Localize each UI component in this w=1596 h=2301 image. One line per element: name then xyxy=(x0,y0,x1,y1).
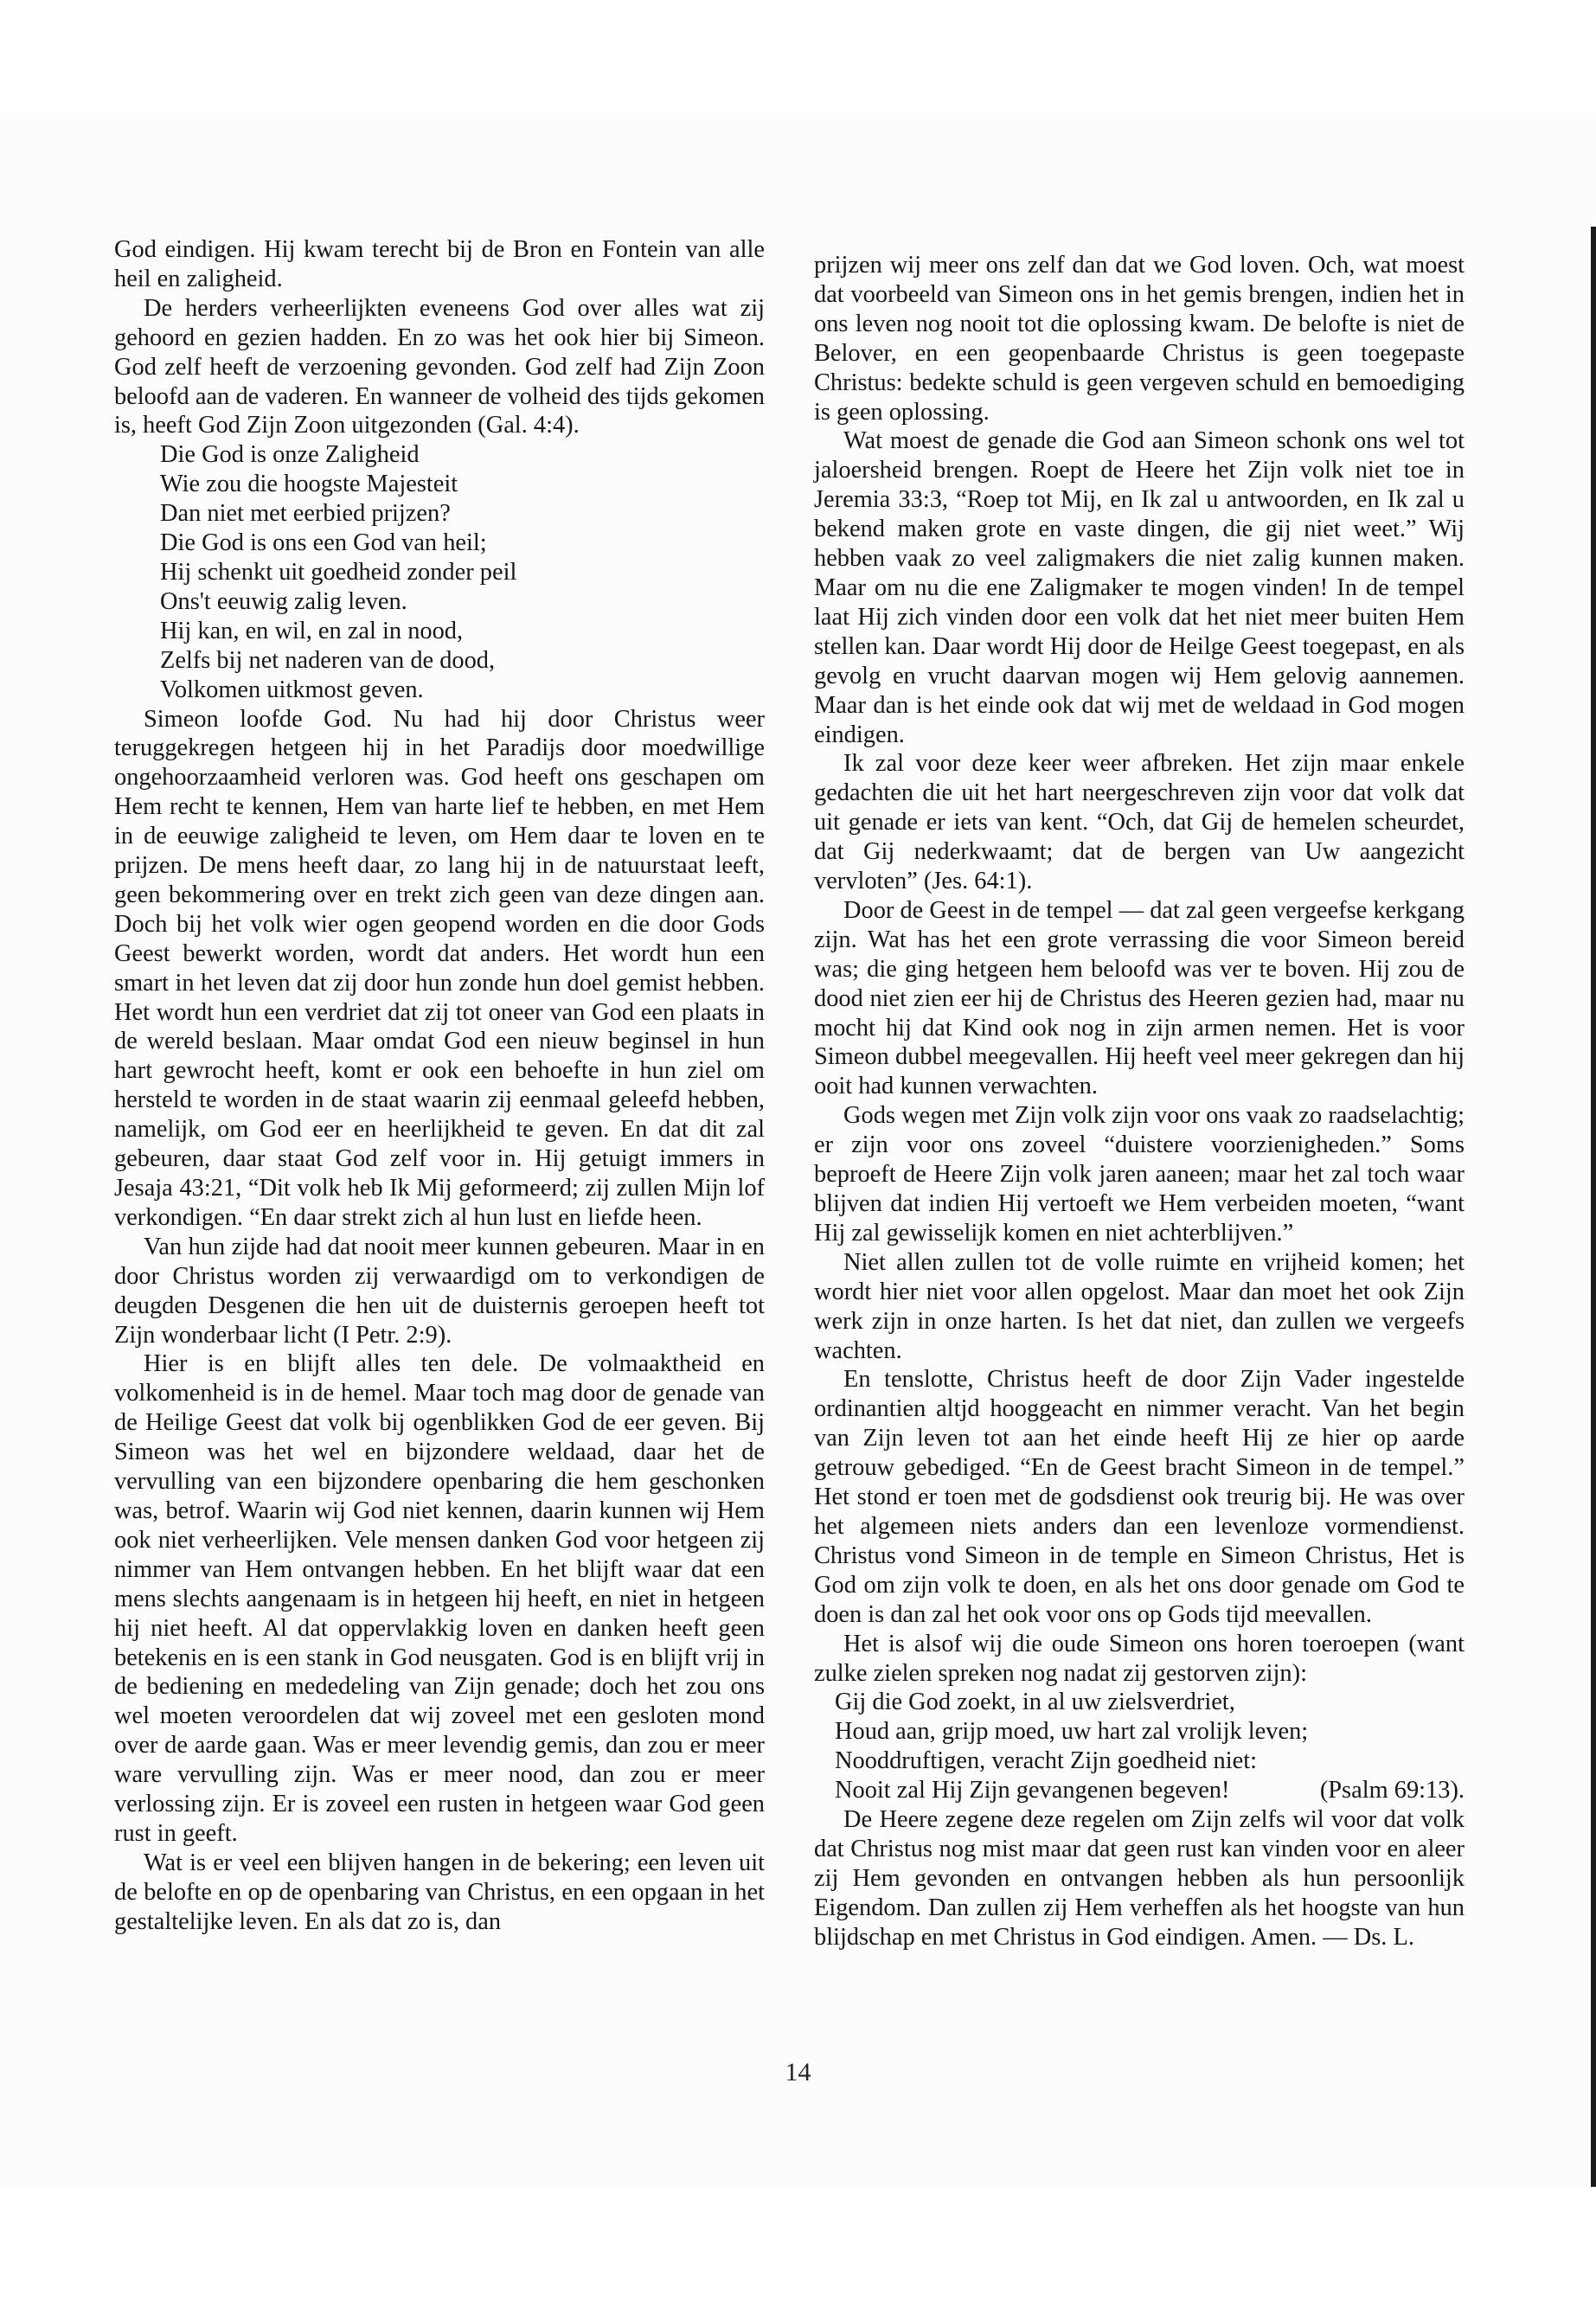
poem-line: Hij schenkt uit goedheid zonder peil xyxy=(160,558,517,586)
scan-edge xyxy=(1591,227,1596,2300)
poem-line: Nooddruftigen, veracht Zijn goedheid niet: xyxy=(835,1747,1258,1775)
paragraph: Hier is en blijft alles ten dele. De volmaaktheid en volkomenheid is in de hemel. Maar toch mag door de genade van de Heilige Geest dat volk bij ogenblikken God de eer geven. Bij Simeon was het wel en bijzondere weldaad, daar het de vervulling van een bijzondere openbaring die hem geschonken was, betrof. Waarin wij God niet kennen, daarin kunnen wij Hem ook niet verheerlijken. Vele mensen danken God voor hetgeen zij nimmer van Hem ontvangen hebben. En het blijft waar dat een mens slechts aangenaam is in hetgeen hij heeft, en niet in hetgeen hij niet heeft. Al dat oppervlakkig loven en danken heeft geen betekenis en is een stank in God neusgaten. God is en blijft vrij in de bediening en mededeling van Zijn genade; doch het zou ons wel moeten veroordelen dat wij zoveel met een gesloten mond over de aarde gaan. Was er meer levendig gemis, dan zou er meer ware vervulling zijn. Was er meer nood, dan zou er meer verlossing zijn. Er is zoveel een rusten in hetgeen waar God geen rust in geeft. xyxy=(114,1350,765,1847)
poem-line: Wie zou die hoogste Majesteit xyxy=(160,471,458,498)
poem-line: Volkomen uitkmost geven. xyxy=(160,676,424,703)
page-number: 14 xyxy=(785,2058,811,2086)
paragraph: Ik zal voor deze keer weer afbreken. Het zijn maar enkele gedachten die uit het hart neergeschreven zijn voor dat volk dat uit genade er iets van kent. “Och, dat Gij de hemelen scheurdet, dat Gij nederkwaamt; dat de bergen van Uw aangezicht vervloten” (Jes. 64:1). xyxy=(814,750,1465,895)
paragraph: En tenslotte, Christus heeft de door Zijn Vader ingestelde ordinantien altjd hooggeacht en nimmer veracht. Van het begin van Zijn leven tot aan het einde heeft Hij ze hier op aarde getrouw gebediged. “En de Geest bracht Simeon in de tempel.” Het stond er toen met de godsdienst ook treurig bij. He was over het algemeen niets anders dan een levenloze vormendienst. Christus vond Simeon in de temple en Simeon Christus, Het is God om zijn volk te doen, en als het ons door genade om God te doen is dan zal het ook voor ons op Gods tijd meevallen. xyxy=(814,1366,1465,1628)
scan-top-margin xyxy=(0,0,1596,113)
paragraph: Van hun zijde had dat nooit meer kunnen gebeuren. Maar in en door Christus worden zij verwaardigd om to verkondigen de deugden Desgenen die hen uit de duisternis geroepen heeft tot Zijn wonderbaar licht (I Petr. 2:9). xyxy=(114,1233,765,1349)
psalm-reference: (Psalm 69:13). xyxy=(1319,1777,1465,1804)
paragraph: Wat is er veel een blijven hangen in de bekering; een leven uit de belofte en op de openbaring van Christus, en een opgaan in het gestaltelijke leven. En als dat zo is, dan xyxy=(114,1849,765,1935)
paragraph: De Heere zegene deze regelen om Zijn zelfs wil voor dat volk dat Christus nog mist maar dat geen rust kan vinden voor en aleer zij Hem gevonden en ontvangen hebben als hun persoonlijk Eigendom. Dan zullen zij Hem verheffen als het hoogste van hun blijdschap en met Christus in God eindigen. Amen. — Ds. L. xyxy=(814,1806,1465,1951)
poem-line: Zelfs bij net naderen van de dood, xyxy=(160,646,496,674)
paragraph: Door de Geest in de tempel — dat zal geen vergeefse kerkgang zijn. Wat has het een grote verrassing die voor Simeon bereid was; die ging hetgeen hem beloofd was ver te boven. Hij zou de dood niet zien eer hij de Christus des Heeren gezien had, maar nu mocht hij dat Kind ook nog in zijn armen nemen. Het is voor Simeon dubbel meegevallen. Hij heeft veel meer gekregen dan hij ooit had kunnen verwachten. xyxy=(814,896,1465,1100)
poem-line: Ons't eeuwig zalig leven. xyxy=(160,587,407,615)
poem-line: Hij kan, en wil, en zal in nood, xyxy=(160,617,464,644)
poem-line: Houd aan, grijp moed, uw hart zal vrolijk leven; xyxy=(835,1718,1309,1746)
scan-bottom-margin xyxy=(0,2187,1596,2301)
poem-line: Dan niet met eerbied prijzen? xyxy=(160,500,451,528)
poem-line xyxy=(814,1776,1465,1805)
paragraph: prijzen wij meer ons zelf dan dat we God loven. Och, wat moest dat voorbeeld van Simeon ons in het gemis brengen, indien het in ons leven nog nooit tot die oplossing kwam. De belofte is niet de Belover, en een geopenbaarde Christus is geen toegepaste Christus: bedekte schuld is geen vergeven schuld en bemoediging is geen oplossing. xyxy=(814,252,1465,426)
paragraph: Simeon loofde God. Nu had hij door Christus weer teruggekregen hetgeen hij in het Paradijs door moedwillige ongehoorzaamheid verloren was. God heeft ons geschapen om Hem recht te kennen, Hem van harte lief te hebben, en met Hem in de eeuwige zaligheid te leven, om Hem daar te loven en te prijzen. De mens heeft daar, zo lang hij in de natuurstaat leeft, geen bekommering over en trekt zich geen van deze dingen aan. Doch bij het volk wier ogen geopend worden en die door Gods Geest bewerkt worden, wordt dat anders. Het wordt hun een smart in het leven dat zij door hun zonde hun doel gemist hebben. Het wordt hun een verdriet dat zij tot oneer van God een plaats in de wereld beslaan. Maar omdat God een nieuw beginsel in hun hart gewrocht heeft, komt er ook een behoefte in hun ziel om hersteld te worden in de staat waarin zij eenmaal geleefd hebben, namelijk, om God eer en heerlijkheid te geven. En dat dit zal gebeuren, daar staat God zelf voor in. Hij getuigt immers in Jesaja 43:21, “Dit volk heb Ik Mij geformeerd; zij zullen Mijn lof verkondigen. “En daar strekt zich al hun lust en liefde heen. xyxy=(114,705,765,1231)
poem-stanza xyxy=(114,440,765,704)
paragraph: Het is alsof wij die oude Simeon ons horen toeroepen (want zulke zielen spreken nog nadat zij gestorven zijn): xyxy=(814,1630,1465,1687)
paragraph: Niet allen zullen tot de volle ruimte en vrijheid komen; het wordt hier niet voor allen opgelost. Maar dan moet het ook Zijn werk zijn in onze harten. Is het dat niet, dan zullen we vergeefs wachten. xyxy=(814,1248,1465,1364)
poem-line: Die God is onze Zaligheid xyxy=(160,441,420,469)
poem-stanza xyxy=(814,1688,1465,1805)
paragraph: Wat moest de genade die God aan Simeon schonk ons wel tot jaloersheid brengen. Roept de Heere het Zijn volk niet toe in Jeremia 33:3, “Roep tot Mij, en Ik zal u antwoorden, en Ik zal u bekend maken grote en vaste dingen, die gij niet weet.” Wij hebben vaak zo veel zaligmakers die niet zalig kunnen maken. Maar om nu die ene Zaligmaker te mogen vinden! In de tempel laat Hij zich vinden door een volk dat het niet meer buiten Hem stellen kan. Daar wordt Hij door de Heilge Geest toegepast, en als gevolg en vrucht daarvan mogen wij Hem gelovig aannemen. Maar dan is het einde ook dat wij met de weldaad in God mogen eindigen. xyxy=(814,427,1465,748)
right-column xyxy=(814,251,1465,1952)
paragraph: De herders verheerlijkten eveneens God over alles wat zij gehoord en gezien hadden. En zo was het ook hier bij Simeon. God zelf heeft de verzoening gevonden. God zelf had Zijn Zoon beloofd aan de vaderen. En wanneer de volheid des tijds gekomen is, heeft God Zijn Zoon uitgezonden (Gal. 4:4). xyxy=(114,294,765,439)
poem-last-line: Nooit zal Hij Zijn gevangenen begeven! xyxy=(835,1777,1230,1804)
left-column xyxy=(114,235,765,1937)
paragraph: Gods wegen met Zijn volk zijn voor ons vaak zo raadselachtig; er zijn voor ons zoveel “duistere voorzienigheden.” Soms beproeft de Heere Zijn volk jaren aaneen; maar het zal toch waar blijven dat indien Hij vertoeft we Hem verbeiden moeten, “want Hij zal gewisselijk komen en niet achterblijven.” xyxy=(814,1102,1465,1247)
poem-line: Gij die God zoekt, in al uw zielsverdriet, xyxy=(835,1689,1235,1716)
paragraph: God eindigen. Hij kwam terecht bij de Bron en Fontein van alle heil en zaligheid. xyxy=(114,236,765,292)
poem-line: Die God is ons een God van heil; xyxy=(160,529,487,557)
